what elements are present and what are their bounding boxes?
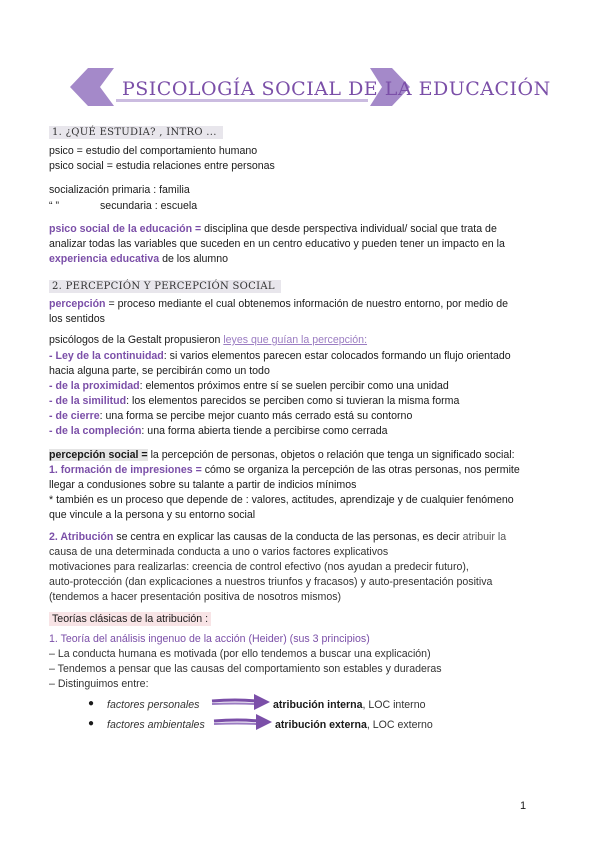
gestalt-link[interactable]: leyes que guían la percepción: — [223, 334, 368, 346]
page-title: PSICOLOGÍA SOCIAL DE LA EDUCACIÓN — [122, 78, 551, 100]
text-line: que vincule a la persona y su entorno social — [49, 509, 256, 521]
section1-heading: 1. ¿QUÉ ESTUDIA? , INTRO ... — [49, 126, 223, 139]
law-text: : una forma se percibe mejor cuanto más cerrado está su contorno — [99, 410, 413, 422]
definition-text: se centra en explicar las causas de la conducta de las personas, es decir — [113, 531, 463, 543]
gestalt-line — [49, 333, 367, 348]
definition-text: disciplina que desde perspectiva individual/ social que trata de — [201, 223, 497, 235]
arrow-right-icon — [212, 713, 274, 731]
impressions-line — [49, 463, 520, 478]
banner-left-arrow — [70, 68, 114, 106]
text-line: psico = estudio del comportamiento humano — [49, 145, 258, 157]
law-text: : una forma abierta tiende a percibirse como cerrada — [141, 425, 388, 437]
law-text: : elementos próximos entre sí se suelen percibir como una unidad — [139, 380, 449, 392]
text-line: socialización primaria : familia — [49, 184, 190, 196]
law-term: - de la similitud — [49, 395, 127, 407]
text-line: los sentidos — [49, 313, 105, 325]
text-line: * también es un proceso que depende de : valores, actitudes, aprendizaje y de cualquier fenómeno — [49, 494, 514, 506]
definition-line — [49, 297, 508, 312]
result-text: , LOC externo — [366, 719, 433, 731]
term-highlight: percepción social = — [49, 449, 148, 461]
term: experiencia educativa — [49, 253, 160, 265]
definition-text: de los alumno — [159, 253, 229, 265]
text-line: (tendemos a hacer presentación positiva de nosotros mismos) — [49, 591, 342, 603]
law-item — [49, 379, 449, 394]
factor-label: factores ambientales — [107, 719, 205, 731]
text-line: analizar todas las variables que suceden en un centro educativo y pueden tener un impacto en la — [49, 238, 505, 250]
definition-tail: atribuir la — [462, 531, 507, 543]
bullet-icon: ● — [88, 698, 95, 709]
text-line: – Tendemos a pensar que las causas del comportamiento son estables y duraderas — [49, 663, 442, 675]
bullet-icon: ● — [88, 718, 95, 729]
law-item — [49, 349, 511, 364]
social-perception-line — [49, 448, 515, 463]
result-text: , LOC interno — [362, 699, 426, 711]
law-item — [49, 409, 412, 424]
ditto-marks: “ ” — [49, 200, 59, 212]
text-line: llegar a condusiones sobre su talante a partir de indicios mínimos — [49, 479, 357, 491]
text-line: causa de una determinada conducta a uno o varios factores explicativos — [49, 546, 389, 558]
law-text: hacia alguna parte, se percibirán como un todo — [49, 365, 270, 377]
definition-text: = proceso mediante el cual obtenemos información de nuestro entorno, por medio de — [105, 298, 509, 310]
term: 2. Atribución — [49, 531, 114, 543]
law-term: - de la compleción — [49, 425, 142, 437]
section2-heading: 2. PERCEPCIÓN Y PERCEPCIÓN SOCIAL — [49, 280, 281, 293]
term: percepción — [49, 298, 106, 310]
law-item — [49, 424, 388, 439]
page-number: 1 — [520, 800, 527, 812]
attribution-result — [275, 718, 433, 733]
attribution-result — [273, 698, 425, 713]
law-text: : los elementos parecidos se perciben como si tuvieran la misma forma — [126, 395, 460, 407]
text-line: auto-protección (dan explicaciones a nuestros triunfos y fracasos) y auto-presentación positiva — [49, 576, 493, 588]
gestalt-text: psicólogos de la Gestalt propusieron — [49, 334, 224, 346]
law-term: - Ley de la continuidad — [49, 350, 164, 362]
text-line: motivaciones para realizarlas: creencia de control efectivo (nos ayudan a predecir futuro), — [49, 561, 469, 573]
definition-text: la percepción de personas, objetos o relación que tenga un significado social: — [147, 449, 515, 461]
definition-text: cómo se organiza la percepción de las otras personas, nos permite — [201, 464, 520, 476]
factor-label: factores personales — [107, 699, 200, 711]
definition-line — [49, 252, 228, 267]
law-item — [49, 394, 459, 409]
heider-heading: 1. Teoría del análisis ingenuo de la acción (Heider) (sus 3 principios) — [49, 633, 370, 645]
result-term: atribución interna — [273, 699, 363, 711]
law-term: - de la proximidad — [49, 380, 140, 392]
term: 1. formación de impresiones = — [49, 464, 202, 476]
text-line: psico social = estudia relaciones entre personas — [49, 160, 275, 172]
term: psico social de la educación = — [49, 223, 202, 235]
definition-line — [49, 222, 497, 237]
law-text: : si varios elementos parecen estar colocados formando un flujo orientado — [163, 350, 511, 362]
text-line: – La conducta humana es motivada (por ello tendemos a buscar una explicación) — [49, 648, 431, 660]
result-term: atribución externa — [275, 719, 367, 731]
arrow-right-icon — [210, 693, 272, 711]
text-line: – Distinguimos entre: — [49, 678, 149, 690]
law-term: - de cierre — [49, 410, 100, 422]
theories-heading: Teorías clásicas de la atribución : — [49, 612, 211, 626]
text-line: secundaria : escuela — [100, 200, 198, 212]
law-item — [49, 364, 270, 379]
attribution-line — [49, 530, 506, 545]
